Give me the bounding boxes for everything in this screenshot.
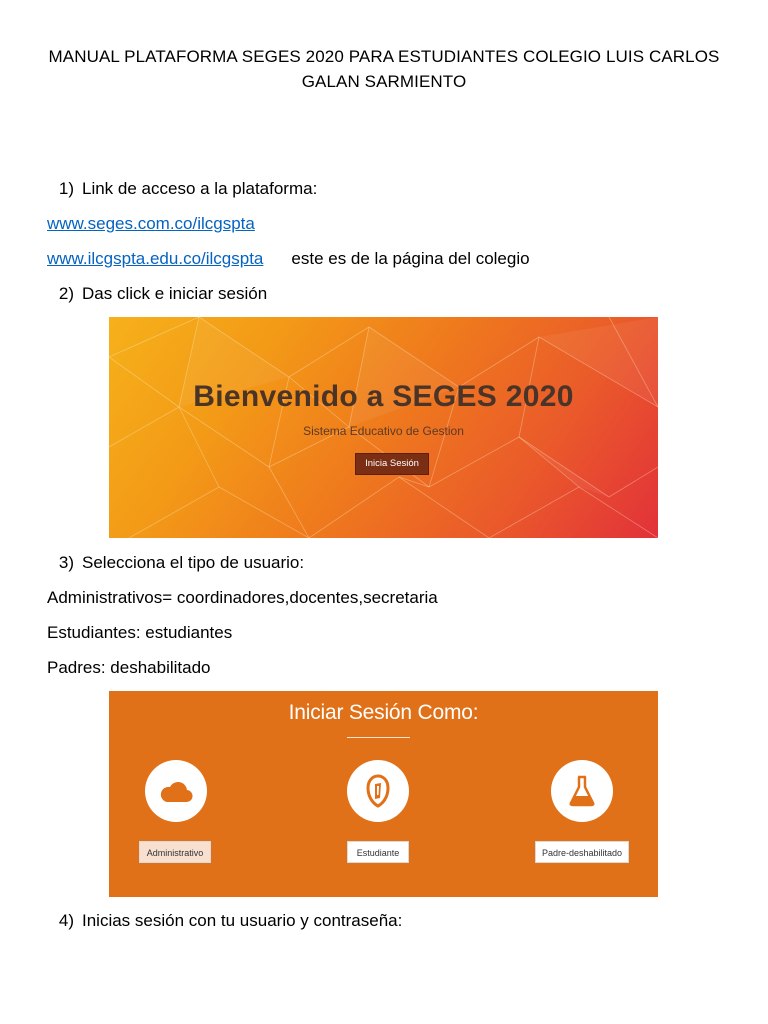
user-type-students: Estudiantes: estudiantes xyxy=(47,623,233,642)
flask-icon xyxy=(567,774,597,808)
step-1 xyxy=(56,178,317,200)
welcome-title: Bienvenido a SEGES 2020 xyxy=(193,380,574,413)
step-number: 2) xyxy=(58,284,74,303)
estudiante-option[interactable] xyxy=(347,760,409,822)
login-button[interactable]: Inicia Sesión xyxy=(356,454,428,474)
student-shield-icon xyxy=(363,774,393,808)
step-number: 3) xyxy=(58,553,74,572)
welcome-subtitle: Sistema Educativo de Gestion xyxy=(303,424,464,438)
link-row-1 xyxy=(47,213,255,235)
step-text: Das click e iniciar sesión xyxy=(82,284,268,303)
title-divider xyxy=(347,737,410,738)
user-type-parents: Padres: deshabilitado xyxy=(47,658,211,677)
step-text: Selecciona el tipo de usuario: xyxy=(82,553,305,572)
step-number: 1) xyxy=(58,179,74,198)
step-3 xyxy=(56,552,304,574)
step-4 xyxy=(56,910,402,932)
user-type-admin: Administrativos= coordinadores,docentes,secretaria xyxy=(47,588,438,607)
welcome-banner xyxy=(109,317,658,538)
padre-option[interactable] xyxy=(551,760,613,822)
cloud-icon xyxy=(159,778,193,804)
administrativo-button[interactable]: Administrativo xyxy=(139,841,211,863)
login-as-title: Iniciar Sesión Como: xyxy=(288,701,479,724)
step-number: 4) xyxy=(58,911,74,930)
seges-link[interactable]: www.seges.com.co/ilcgspta xyxy=(47,214,255,233)
login-as-banner xyxy=(109,691,658,897)
document-title: MANUAL PLATAFORMA SEGES 2020 PARA ESTUDIANTES COLEGIO LUIS CARLOS GALAN SARMIENTO xyxy=(48,47,720,91)
step-text: Inicias sesión con tu usuario y contraseña: xyxy=(82,911,403,930)
estudiante-button[interactable]: Estudiante xyxy=(347,841,409,863)
step-text: Link de acceso a la plataforma: xyxy=(82,179,318,198)
padre-deshabilitado-button[interactable]: Padre-deshabilitado xyxy=(535,841,629,863)
step-2 xyxy=(56,283,267,305)
school-link[interactable]: www.ilcgspta.edu.co/ilcgspta xyxy=(47,249,264,268)
link-row-2 xyxy=(47,248,530,270)
link-note: este es de la página del colegio xyxy=(291,249,530,268)
administrativo-option[interactable] xyxy=(145,760,207,822)
